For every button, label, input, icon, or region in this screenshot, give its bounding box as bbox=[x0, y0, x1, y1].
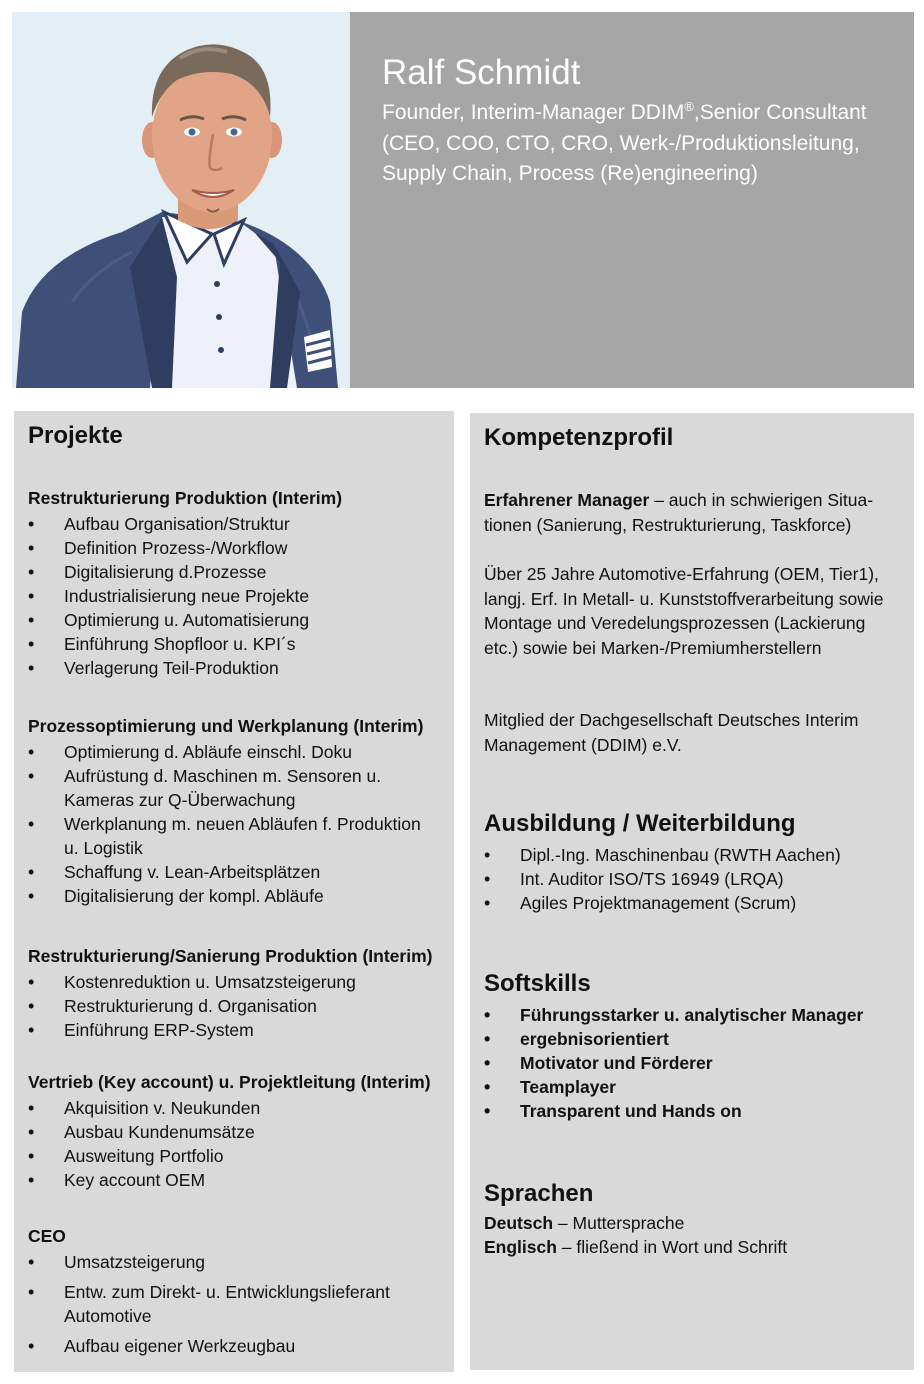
list-item: • Optimierung u. Automatisierung bbox=[28, 608, 438, 632]
project-group-title: Vertrieb (Key account) u. Projektleitung (Interim) bbox=[28, 1072, 431, 1092]
subtitle-part-2: ,Senior Consultant (CEO, COO, CTO, CRO, Werk-/Produktionsleitung, Supply Chain, Process (Re)engineering) bbox=[382, 101, 867, 185]
portrait-illustration bbox=[12, 12, 350, 388]
list-item: • Dipl.-Ing. Maschinenbau (RWTH Aachen) bbox=[484, 843, 904, 867]
language-level: – fließend in Wort und Schrift bbox=[556, 1237, 788, 1257]
person-subtitle bbox=[382, 98, 912, 190]
sprachen-line-2 bbox=[484, 1235, 904, 1260]
kompetenz-paragraph-2: Über 25 Jahre Automotive-Erfahrung (OEM, Tier1), langj. Erf. In Metall- u. Kunststoffverarbeitung sowie Montage und Veredelungsprozessen (Lackierung etc.) sowie bei Marken-/Premiumherstellern bbox=[484, 564, 884, 658]
project-group-title: Prozessoptimierung und Werkplanung (Interim) bbox=[28, 716, 424, 736]
project-group-list bbox=[28, 1250, 438, 1358]
kompetenz-paragraph-3: Mitglied der Dachgesellschaft Deutsches Interim Management (DDIM) e.V. bbox=[484, 710, 859, 755]
kompetenz-bold: Erfahrener Manager bbox=[484, 490, 650, 510]
list-item: • Teamplayer bbox=[484, 1075, 904, 1099]
softskills-list bbox=[484, 1003, 904, 1123]
list-item: • Führungsstarker u. analytischer Manager bbox=[484, 1003, 904, 1027]
list-item: • Aufbau Organisation/Struktur bbox=[28, 512, 438, 536]
list-item: • Ausweitung Portfolio bbox=[28, 1144, 438, 1168]
list-item: • Motivator und Förderer bbox=[484, 1051, 904, 1075]
list-item: • Agiles Projektmanagement (Scrum) bbox=[484, 891, 904, 915]
list-item: • Entw. zum Direkt- u. Entwicklungslieferant Automotive bbox=[28, 1280, 438, 1328]
list-item: • Aufbau eigener Werkzeugbau bbox=[28, 1334, 438, 1358]
project-group-title: CEO bbox=[28, 1226, 66, 1246]
ausbildung-heading: Ausbildung / Weiterbildung bbox=[484, 810, 796, 837]
kompetenz-text: – auch in schwierigen Situa-tionen (Sanierung, Restrukturierung, Taskforce) bbox=[484, 490, 874, 535]
list-item: • Umsatzsteigerung bbox=[28, 1250, 438, 1274]
kompetenz-panel bbox=[470, 413, 914, 1370]
projekte-heading: Projekte bbox=[28, 422, 123, 449]
list-item: • Key account OEM bbox=[28, 1168, 438, 1192]
project-group-list bbox=[28, 1096, 438, 1192]
title-panel bbox=[350, 12, 914, 388]
project-group-list bbox=[28, 740, 438, 908]
language-name: Deutsch bbox=[484, 1213, 554, 1233]
list-item: • Werkplanung m. neuen Abläufen f. Produktion u. Logistik bbox=[28, 812, 438, 860]
list-item: • Definition Prozess-/Workflow bbox=[28, 536, 438, 560]
language-name: Englisch bbox=[484, 1237, 557, 1257]
ausbildung-list bbox=[484, 843, 904, 915]
list-item: • Restrukturierung d. Organisation bbox=[28, 994, 438, 1018]
profile-header bbox=[12, 12, 914, 388]
list-item: • Transparent und Hands on bbox=[484, 1099, 904, 1123]
subtitle-part-1: Founder, Interim-Manager DDIM bbox=[382, 101, 685, 124]
list-item: • Kostenreduktion u. Umsatzsteigerung bbox=[28, 970, 438, 994]
language-level: – Muttersprache bbox=[553, 1213, 685, 1233]
list-item: • Digitalisierung d.Prozesse bbox=[28, 560, 438, 584]
list-item: • Ausbau Kundenumsätze bbox=[28, 1120, 438, 1144]
registered-mark: ® bbox=[684, 99, 694, 114]
kompetenz-heading: Kompetenzprofil bbox=[484, 424, 674, 451]
project-group-list bbox=[28, 970, 438, 1042]
project-group-title: Restrukturierung/Sanierung Produktion (Interim) bbox=[28, 946, 433, 966]
softskills-heading: Softskills bbox=[484, 970, 591, 997]
sprachen-heading: Sprachen bbox=[484, 1180, 594, 1207]
list-item: • ergebnisorientiert bbox=[484, 1027, 904, 1051]
kompetenz-paragraph-1 bbox=[484, 488, 904, 537]
list-item: • Optimierung d. Abläufe einschl. Doku bbox=[28, 740, 438, 764]
list-item: • Akquisition v. Neukunden bbox=[28, 1096, 438, 1120]
list-item: • Einführung Shopfloor u. KPI´s bbox=[28, 632, 438, 656]
profile-photo bbox=[12, 12, 350, 388]
project-group-title: Restrukturierung Produktion (Interim) bbox=[28, 488, 343, 508]
list-item: • Digitalisierung der kompl. Abläufe bbox=[28, 884, 438, 908]
projekte-panel bbox=[14, 411, 454, 1372]
person-name: Ralf Schmidt bbox=[382, 53, 581, 92]
sprachen-line-1 bbox=[484, 1211, 904, 1236]
list-item: • Industrialisierung neue Projekte bbox=[28, 584, 438, 608]
list-item: • Einführung ERP-System bbox=[28, 1018, 438, 1042]
list-item: • Verlagerung Teil-Produktion bbox=[28, 656, 438, 680]
list-item: • Int. Auditor ISO/TS 16949 (LRQA) bbox=[484, 867, 904, 891]
project-group-list bbox=[28, 512, 438, 680]
list-item: • Aufrüstung d. Maschinen m. Sensoren u. Kameras zur Q-Überwachung bbox=[28, 764, 438, 812]
list-item: • Schaffung v. Lean-Arbeitsplätzen bbox=[28, 860, 438, 884]
